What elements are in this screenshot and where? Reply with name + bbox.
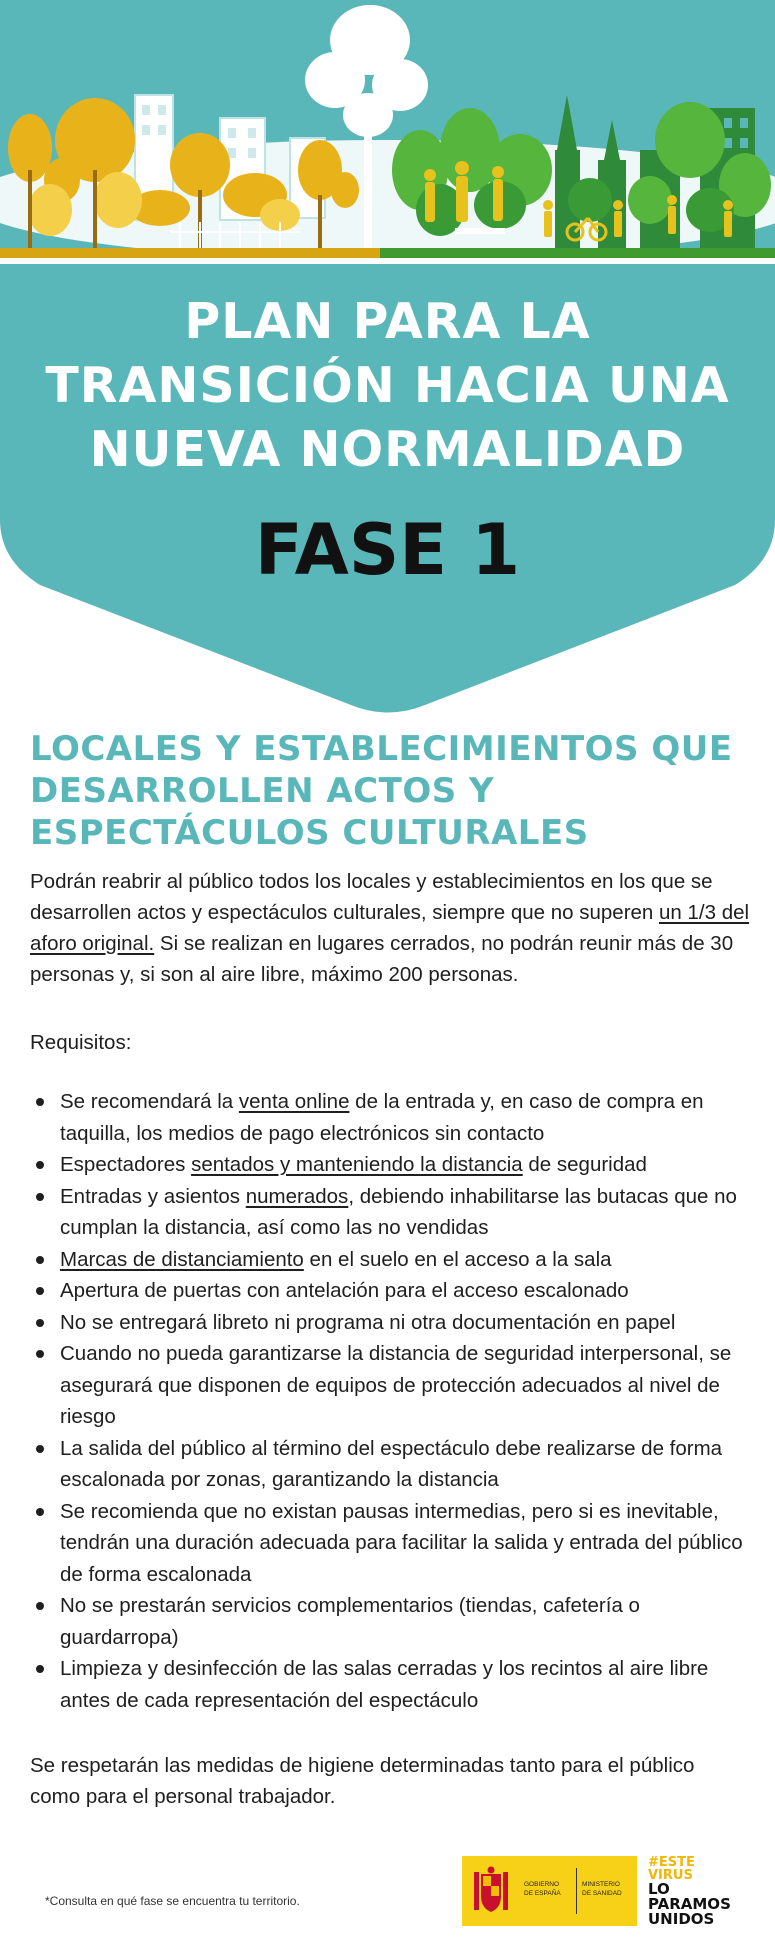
item-text: No se entregará libreto ni programa ni otra documentación en papel [60, 1310, 676, 1334]
hero-banner [0, 0, 775, 720]
campaign-slogan: PARAMOS [648, 1895, 731, 1913]
item-highlight: Marcas de distanciamiento [60, 1247, 304, 1271]
list-item [30, 1181, 745, 1244]
item-text: Se recomendará la [60, 1090, 239, 1113]
item-text: en el suelo en el acceso a la sala [303, 1247, 612, 1271]
section-title-line: DESARROLLEN ACTOS Y [30, 771, 495, 811]
list-item [30, 1338, 745, 1433]
list-item [30, 1496, 745, 1591]
item-text: Limpieza y desinfección de las salas cerradas y los recintos al aire libre antes de cada representación del espectáculo [60, 1657, 709, 1712]
phase-label: FASE 1 [254, 509, 521, 591]
item-text: Entradas y asientos [60, 1184, 246, 1208]
logo-divider [576, 1868, 577, 1914]
hero-title-line: NUEVA NORMALIDAD [89, 421, 686, 478]
list-item [30, 1086, 745, 1149]
gov-label-line: DE ESPAÑA [524, 1890, 561, 1897]
requirements-label: Requisitos: [30, 1031, 132, 1054]
item-text: No se prestarán servicios complementarios (tiendas, cafetería o guardarropa) [60, 1594, 640, 1649]
intro-capacity-highlight: un 1/3 del aforo original. [30, 901, 750, 955]
section-title-line: LOCALES Y ESTABLECIMIENTOS QUE [30, 729, 733, 769]
item-text: Se recomienda que no existan pausas intermedias, pero si es inevitable, tendrán una duración adecuada para facilitar la salida y entrada del público de forma escalonada [60, 1499, 743, 1586]
list-item [30, 1244, 745, 1276]
closing-paragraph: Se respetarán las medidas de higiene determinadas tanto para el público como para el personal trabajador. [30, 1754, 695, 1808]
government-logo [462, 1856, 637, 1926]
intro-text: Podrán reabrir al público todos los locales y establecimientos en los que se desarrollen actos y espectáculos culturales, siempre que no superen [30, 870, 713, 924]
list-item [30, 1653, 745, 1716]
ministry-label [582, 1880, 634, 1898]
coat-of-arms-icon [470, 1866, 512, 1916]
gov-label [524, 1880, 574, 1898]
hero-title-line: TRANSICIÓN HACIA UNA [45, 357, 730, 414]
list-item [30, 1433, 745, 1496]
section-title-line: ESPECTÁCULOS CULTURALES [30, 813, 589, 853]
requirements-list [30, 1086, 745, 1716]
hero-title [0, 290, 775, 482]
item-text: de la entrada y, en caso de compra en taquilla, los medios de pago electrónicos sin contacto [60, 1090, 704, 1145]
campaign-hashtag: #ESTE [648, 1855, 695, 1870]
intro-text: Si se realizan en lugares cerrados, no podrán reunir más de 30 personas y, si son al aire libre, máximo 200 personas. [30, 932, 734, 986]
intro-paragraph [30, 866, 750, 990]
footnote: *Consulta en qué fase se encuentra tu territorio. [45, 1894, 300, 1908]
campaign-slogan: UNIDOS [648, 1910, 715, 1928]
section-title [30, 728, 760, 854]
ministry-label-line: DE SANIDAD [582, 1890, 622, 1897]
list-item [30, 1590, 745, 1653]
item-text: Apertura de puertas con antelación para el acceso escalonado [60, 1279, 629, 1302]
campaign-hashtag: VIRUS [648, 1868, 693, 1883]
campaign-logo [648, 1856, 760, 1926]
item-text: de seguridad [522, 1153, 647, 1176]
campaign-slogan: LO [648, 1880, 670, 1898]
list-item [30, 1307, 745, 1339]
item-text: La salida del público al término del espectáculo debe realizarse de forma escalonada por zonas, garantizando la distancia [60, 1436, 723, 1491]
item-text: Espectadores [60, 1153, 192, 1176]
ministry-label-line: MINISTERIO [582, 1881, 620, 1888]
item-text: , debiendo inhabilitarse las butacas que no cumplan la distancia, así como las no vendidas [60, 1184, 737, 1239]
list-item [30, 1149, 745, 1181]
item-highlight: numerados [245, 1184, 349, 1208]
item-highlight: sentados y manteniendo la distancia [191, 1153, 523, 1176]
item-text: Cuando no pueda garantizarse la distancia de seguridad interpersonal, se asegurará que disponen de equipos de protección adecuados al nivel de riesgo [60, 1342, 732, 1428]
item-highlight: venta online [238, 1090, 350, 1113]
list-item [30, 1275, 745, 1307]
gov-label-line: GOBIERNO [524, 1881, 560, 1888]
hero-title-line: PLAN PARA LA [184, 293, 591, 350]
